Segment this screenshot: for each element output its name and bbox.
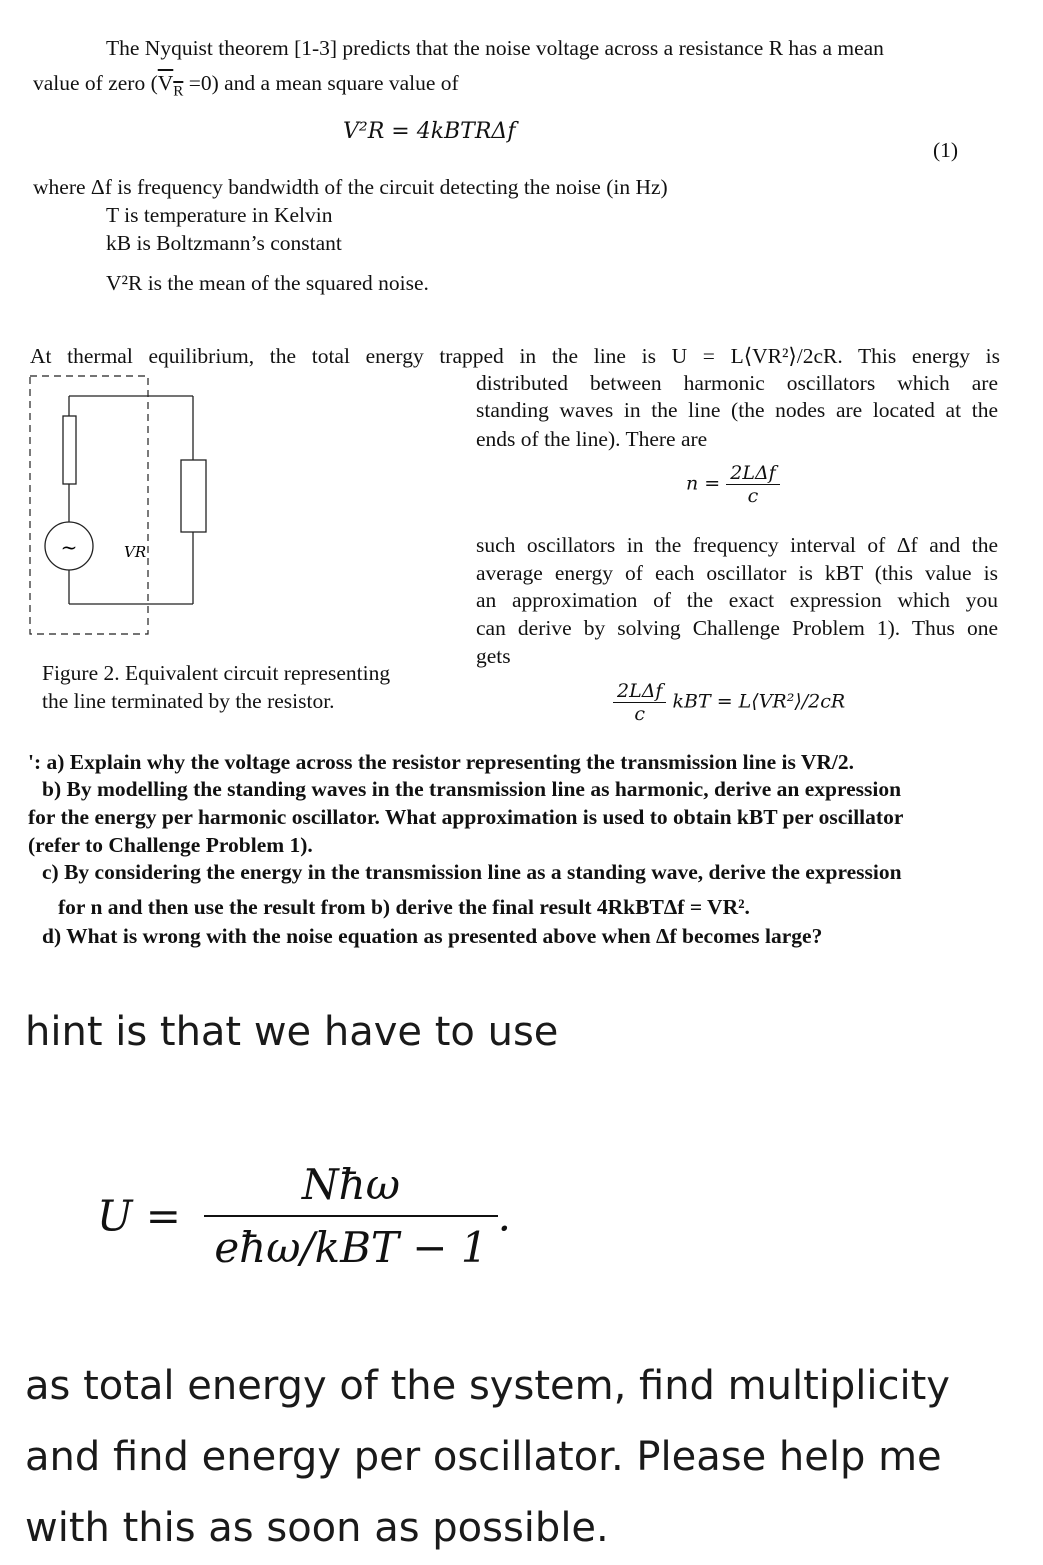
question-d: d) What is wrong with the noise equation as presented above when Δf becomes large? [42,924,823,948]
right-col2-line-4: can derive by solving Challenge Problem 1). Thus one [476,616,998,640]
question-b-line-3: (refer to Challenge Problem 1). [28,833,313,857]
para1-text-a: value of zero ( [33,71,158,95]
thermal-line: At thermal equilibrium, the total energy trapped in the line is U = L⟨VR²⟩/2cR. This energy is [30,344,1000,368]
ac-source-symbol: ~ [60,535,78,559]
n-eq-denominator: c [747,485,759,507]
load-resistor [181,460,206,532]
hint-line-4: with this as soon as possible. [25,1505,609,1551]
n-eq-lhs: n = [686,472,721,495]
hint-line-1: hint is that we have to use [25,1009,559,1055]
right-col-line-1: distributed between harmonic oscillators which are [476,371,998,395]
vr-mean-symbol [157,71,184,100]
line-dashed-box [30,376,148,634]
question-b-line-1: b) By modelling the standing waves in the transmission line as harmonic, derive an expression [42,777,902,801]
u-eq-denominator: eħω/kBT − 1 [214,1223,488,1272]
n-equation [686,462,780,507]
u-eq-lhs: U = [97,1191,181,1241]
energy-eq-denominator: c [634,703,646,725]
n-eq-numerator: 2LΔf [726,462,779,485]
figure-caption-line-1: Figure 2. Equivalent circuit representing [42,661,391,685]
right-col2-line-5: gets [476,644,511,668]
energy-equation [613,680,845,725]
question-b-line-2: for the energy per harmonic oscillator. What approximation is used to obtain kBT per oscillator [28,805,904,829]
right-col-line-2: standing waves in the line (the nodes are located at the [476,398,998,422]
hint-line-3: and find energy per oscillator. Please help me [25,1434,942,1480]
question-c-line-1: c) By considering the energy in the transmission line as a standing wave, derive the expression [42,860,902,884]
u-equation [97,1160,511,1272]
figure-caption-line-2: the line terminated by the resistor. [42,689,335,713]
right-col2-line-3: an approximation of the exact expression which you [476,588,998,612]
energy-eq-fraction [613,680,666,725]
where-line-2: T is temperature in Kelvin [106,203,333,227]
where-line-1: where Δf is frequency bandwidth of the circuit detecting the noise (in Hz) [33,175,668,199]
u-eq-numerator: Nħω [204,1160,497,1217]
right-col2-line-2: average energy of each oscillator is kBT (this value is [476,561,998,585]
equation-1-number: (1) [933,138,959,162]
where-line-3: kB is Boltzmann’s constant [106,231,342,255]
right-col2-line-1: such oscillators in the frequency interval of Δf and the [476,533,998,557]
hint-line-2: as total energy of the system, find multiplicity [25,1363,950,1409]
question-a: ': a) Explain why the voltage across the resistor representing the transmission line is VR/2. [28,750,854,774]
n-eq-fraction [726,462,779,507]
where-line-4: V²R is the mean of the squared noise. [106,271,429,295]
equation-1: V²R = 4kBTRΔf [343,119,516,144]
question-c-line-2: for n and then use the result from b) derive the final result 4RkBTΔf = VR². [58,895,750,919]
para1-text-b: =0) and a mean square value of [183,71,459,95]
vr-symbol: V [157,71,174,95]
energy-eq-rhs: kBT = L⟨VR²⟩/2cR [672,690,846,713]
vr-subscript: R [173,83,184,100]
u-eq-period: . [497,1191,511,1241]
para1-line2 [33,69,459,105]
right-col-line-3: ends of the line). There are [476,427,708,451]
energy-eq-numerator: 2LΔf [613,680,666,703]
circuit-diagram [28,374,218,638]
vr-label: VR [124,543,147,561]
line-resistor [63,416,76,484]
para1-line1: The Nyquist theorem [1-3] predicts that the noise voltage across a resistance R has a mean [106,36,884,60]
u-eq-fraction [204,1160,497,1272]
